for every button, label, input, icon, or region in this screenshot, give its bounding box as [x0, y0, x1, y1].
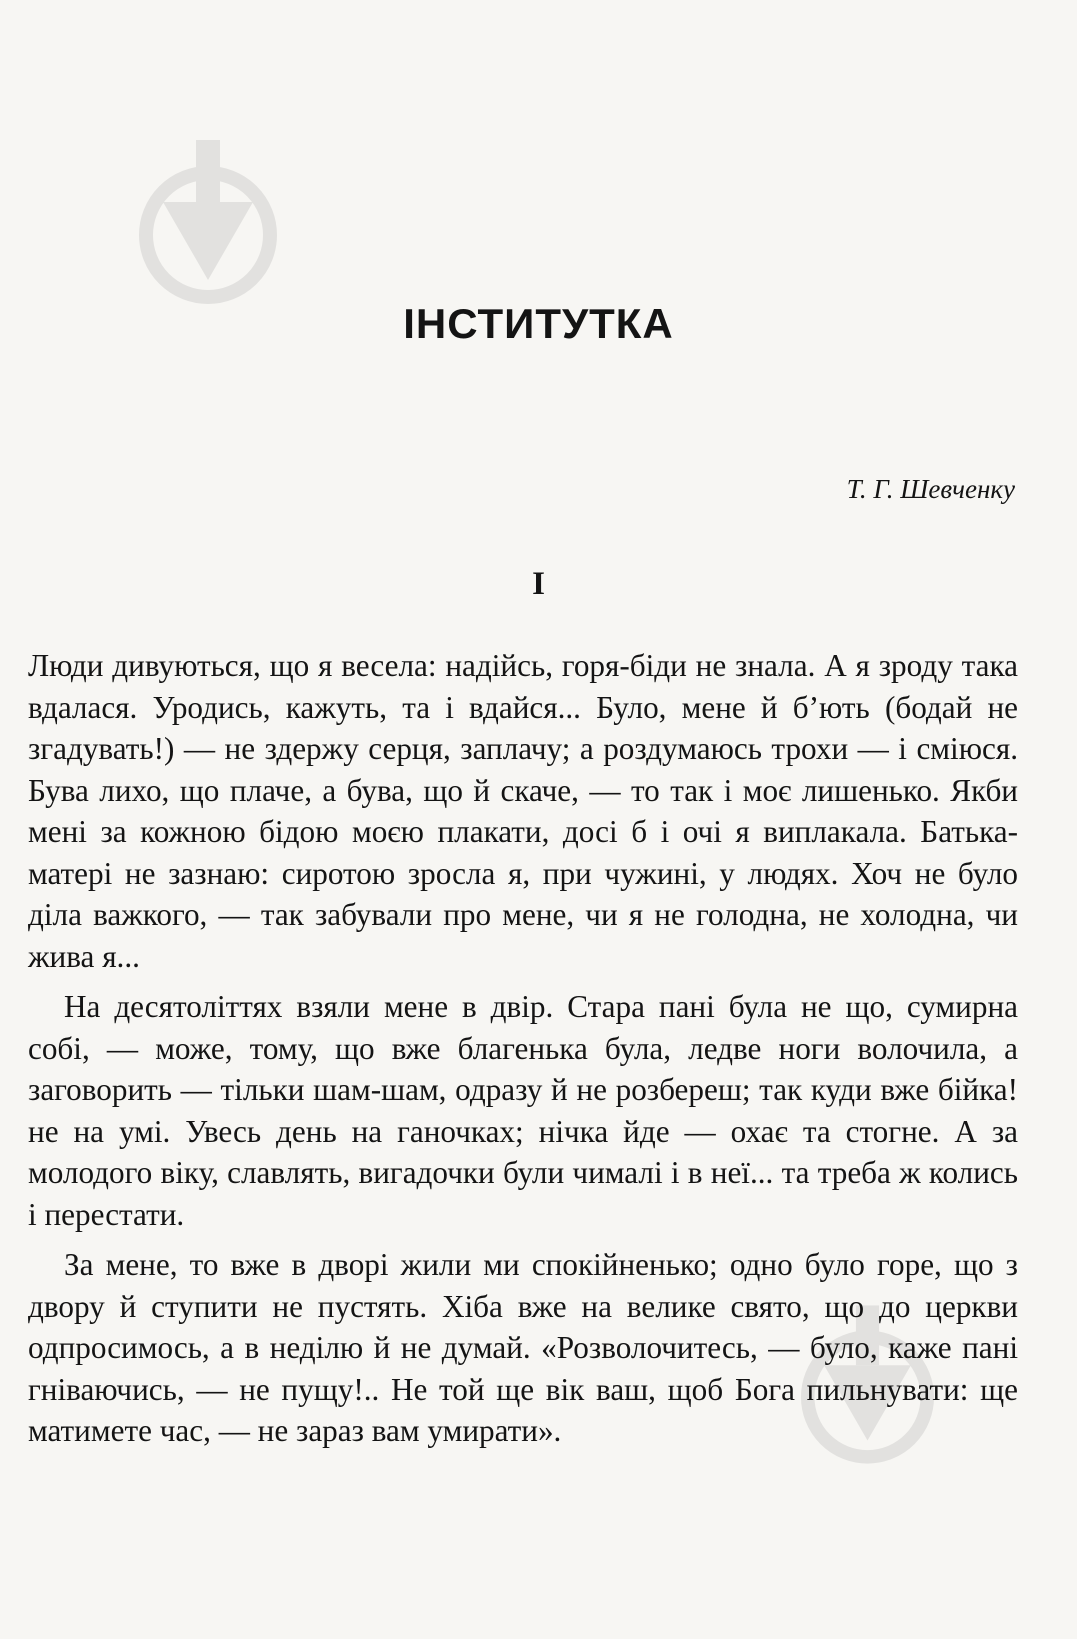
paragraph: Люди дивуються, що я весела: надійсь, горя-біди не знала. А я зроду така вдалася. Уродись, кажуть, та і вдайся... Було, мене й б’ють (бодай не згадувать!) — не здержу серця, заплачу; а роздумаюсь трохи — і сміюся. Бува лихо, що плаче, а бува, що й скаче, — то так і моє лишенько. Якби мені за кожною бідою моєю плакати, досі б і очі я виплакала. Батька-матері не зазнаю: сиротою зросла я, при чужині, у людях. Хоч не було діла важкого, — так забували про мене, чи я не голодна, не холодна, чи жива я... — [28, 648, 1018, 974]
paragraph: За мене, то вже в дворі жили ми спокійненько; одно було горе, що з двору й ступити не пустять. Хіба вже на велике свято, що до церкви одпросимось, а в неділю й не думай. «Розволочитесь, — було, каже пані гніваючись, — не пущу!.. Не той ще вік ваш, щоб Бога пильнувати: ще матимете час, — не зараз вам умирати». — [28, 1247, 1018, 1448]
chapter-number: І — [532, 566, 545, 602]
body-text — [28, 645, 1018, 1461]
page-title: ІНСТИТУТКА — [403, 300, 674, 347]
watermark-logo-icon — [138, 140, 278, 305]
paragraph: На десятоліттях взяли мене в двір. Стара пані була не що, сумирна собі, — може, тому, що вже благенька була, ледве ноги волочила, а заговорить — тільки шам-шам, одразу й не розбереш; так куди вже бійка! не на умі. Увесь день на ганочках; нічка йде — охає та стогне. А за молодого віку, славлять, вигадочки були чималі і в неї... та треба ж колись і перестати. — [28, 989, 1018, 1232]
dedication: Т. Г. Шевченку — [846, 474, 1015, 504]
